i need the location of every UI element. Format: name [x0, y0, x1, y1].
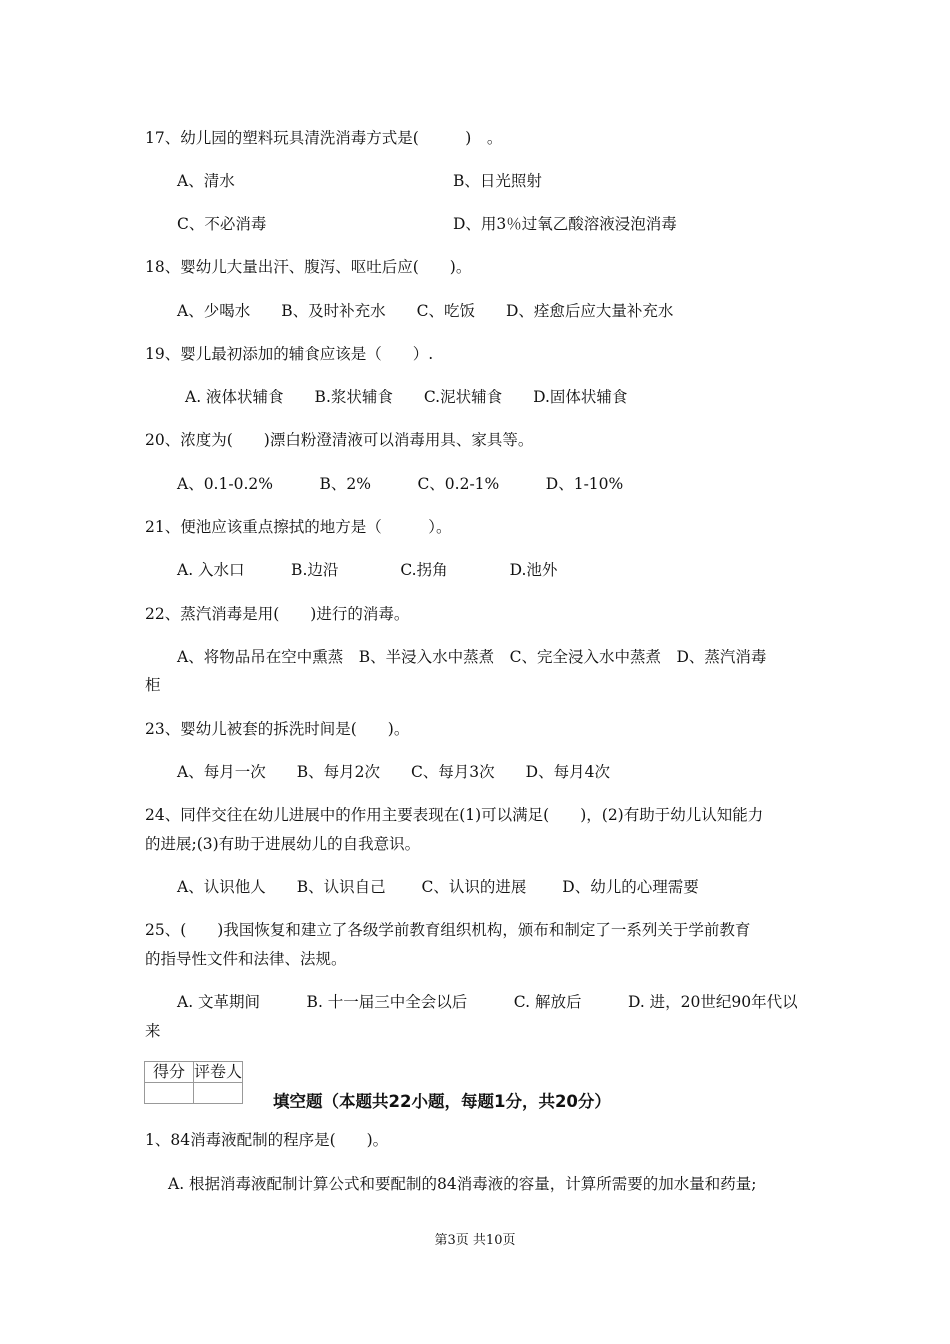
score-header: 得分: [145, 1062, 194, 1083]
question-25-stem-continued: 的指导性文件和法律、法规。: [145, 950, 347, 968]
question-18-options: A、少喝水 B、及时补充水 C、吃饭 D、痊愈后应大量补充水: [177, 302, 674, 320]
question-22-options-continued: 柜: [145, 676, 161, 694]
question-17-stem: 17、幼儿园的塑料玩具清洗消毒方式是( ) 。: [145, 129, 503, 147]
question-24-stem-continued: 的进展;(3)有助于进展幼儿的自我意识。: [145, 835, 421, 853]
question-17-option-b: B、日光照射: [453, 172, 542, 190]
question-24-options: A、认识他人 B、认识自己 C、认识的进展 D、幼儿的心理需要: [177, 878, 699, 896]
question-17-option-c: C、不必消毒: [177, 215, 267, 233]
grader-header: 评卷人: [194, 1062, 243, 1081]
question-20-stem: 20、浓度为( )漂白粉澄清液可以消毒用具、家具等。: [145, 431, 534, 449]
question-24-stem: 24、同伴交往在幼儿进展中的作用主要表现在(1)可以满足( )，(2)有助于幼儿认知能力: [145, 806, 764, 824]
grader-cell: [194, 1083, 243, 1104]
question-25-options-continued: 来: [145, 1022, 161, 1040]
fill-question-1-option-a: A. 根据消毒液配制计算公式和要配制的84消毒液的容量，计算所需要的加水量和药量;: [168, 1175, 757, 1193]
question-18-stem: 18、婴幼儿大量出汗、腹泻、呕吐后应( )。: [145, 258, 472, 276]
fill-question-1-stem: 1、84消毒液配制的程序是( )。: [145, 1131, 389, 1149]
question-21-options: A. 入水口 B.边沿 C.拐角 D.池外: [177, 561, 558, 579]
score-table: [144, 1061, 243, 1104]
question-23-options: A、每月一次 B、每月2次 C、每月3次 D、每月4次: [177, 763, 610, 781]
question-23-stem: 23、婴幼儿被套的拆洗时间是( )。: [145, 720, 410, 738]
question-20-options: A、0.1-0.2% B、2% C、0.2-1% D、1-10%: [177, 475, 624, 493]
question-25-stem: 25、( )我国恢复和建立了各级学前教育组织机构，颁布和制定了一系列关于学前教育: [145, 921, 751, 939]
score-cell: [145, 1083, 194, 1104]
question-21-stem: 21、便池应该重点擦拭的地方是（ ）。: [145, 518, 452, 536]
question-22-options: A、将物品吊在空中熏蒸 B、半浸入水中蒸煮 C、完全浸入水中蒸煮 D、蒸汽消毒: [177, 648, 767, 666]
question-19-options: A. 液体状辅食 B.浆状辅食 C.泥状辅食 D.固体状辅食: [185, 388, 628, 406]
question-19-stem: 19、婴儿最初添加的辅食应该是（ ）.: [145, 345, 434, 363]
page-footer: 第3页 共10页: [434, 1233, 516, 1248]
question-22-stem: 22、蒸汽消毒是用( )进行的消毒。: [145, 605, 410, 623]
question-17-option-a: A、清水: [177, 172, 235, 190]
section-title: 填空题（本题共22小题，每题1分，共20分）: [273, 1092, 611, 1111]
question-25-options: A. 文革期间 B. 十一届三中全会以后 C. 解放后 D. 进，20世纪90年代以: [177, 993, 798, 1011]
question-17-option-d: D、用3％过氧乙酸溶液浸泡消毒: [453, 215, 677, 233]
